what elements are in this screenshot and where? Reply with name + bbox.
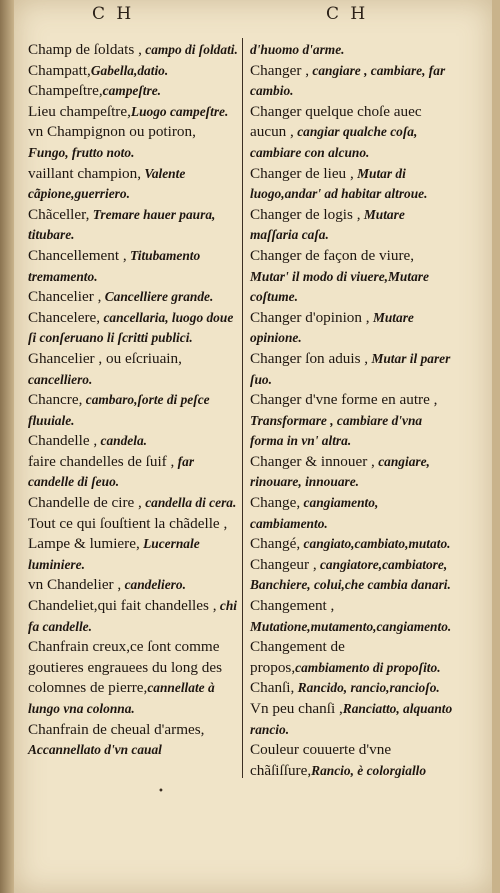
dictionary-entry xyxy=(250,164,455,205)
entry-french: Couleur couuerte d'vne chãſiſſure, xyxy=(250,741,392,779)
dictionary-entry xyxy=(28,122,238,163)
dictionary-entry xyxy=(28,205,238,246)
dictionary-entry xyxy=(250,555,455,596)
entry-french: Vn peu chanſi , xyxy=(250,700,343,717)
dictionary-entry xyxy=(250,678,455,699)
entry-italian: Lucernale luminiere. xyxy=(28,536,200,572)
dictionary-entry xyxy=(28,514,238,576)
entry-french: Champ de ſoldats , xyxy=(28,41,142,58)
dictionary-entry xyxy=(250,308,455,349)
dictionary-entry xyxy=(28,596,238,637)
entry-italian: cangiatore,cambiatore, Banchiere, colui,che cambia danari. xyxy=(250,556,451,593)
entry-italian: cangiamento, cambiamento. xyxy=(250,495,379,531)
entry-italian: Valente cãpione,guerriero. xyxy=(28,165,186,202)
entry-italian: chi fa candelle. xyxy=(28,598,237,634)
right-column xyxy=(250,40,455,781)
dictionary-entry xyxy=(250,596,455,637)
entry-italian: Ranciatto, alquanto rancio. xyxy=(250,701,453,737)
entry-italian: Titubamento tremamento. xyxy=(28,247,201,284)
entry-french: Chandeliet,qui fait chandelles , xyxy=(28,597,217,615)
dictionary-entry xyxy=(250,246,455,308)
dictionary-entry xyxy=(28,637,238,719)
entry-italian: cannellate à lungo vna colonna. xyxy=(28,680,215,716)
entry-italian: Rancido, rancio,rancioſo. xyxy=(294,680,440,696)
entry-italian: Transformare , cambiare d'vna forma in vn' altra. xyxy=(250,412,423,449)
running-head-right: C H xyxy=(326,4,369,24)
dictionary-entry xyxy=(28,164,238,205)
left-column xyxy=(28,40,238,761)
entry-french: Changement de propos, xyxy=(250,638,345,676)
entry-french: Chancre, xyxy=(28,391,83,409)
dictionary-entry xyxy=(28,575,238,596)
entry-french: Changeur , xyxy=(250,555,317,573)
entry-french: Changer & innouer , xyxy=(250,452,375,470)
dictionary-entry xyxy=(28,308,238,349)
entry-french: Changer de façon de viure, xyxy=(250,246,415,264)
entry-italian: cancellaria, luogo doue ſi conſeruano li ſcritti publici. xyxy=(28,309,234,346)
dictionary-entry xyxy=(28,61,238,82)
page-mark: • xyxy=(158,786,164,797)
entry-italian: Fungo, frutto noto. xyxy=(28,144,135,160)
entry-french: Changé, xyxy=(250,535,301,553)
dictionary-entry xyxy=(250,390,455,452)
entry-french: Changer ſon aduis , xyxy=(250,349,369,367)
entry-italian: cambaro,ſorte di peſce fluuiale. xyxy=(28,392,210,428)
dictionary-entry xyxy=(28,349,238,390)
entry-french: Changer de lieu , xyxy=(250,164,354,182)
dictionary-entry xyxy=(28,431,238,452)
entry-french: vaillant champion, xyxy=(28,164,142,182)
entry-italian: cangiare, rinouare, innouare. xyxy=(250,453,430,490)
dictionary-entry xyxy=(250,349,455,390)
entry-italian: campeſtre. xyxy=(102,83,162,99)
entry-italian: candella di cera. xyxy=(141,495,237,511)
dictionary-entry xyxy=(250,740,455,781)
page-gutter-shadow xyxy=(0,0,14,893)
entry-italian: d'huomo d'arme. xyxy=(250,42,345,57)
dictionary-entry xyxy=(250,102,455,164)
entry-french: Chandelle de cire , xyxy=(28,494,142,512)
entry-italian: Gabella,datio. xyxy=(90,62,169,78)
entry-french: Tout ce qui ſouſtient la chãdelle , Lampe & lumiere, xyxy=(28,514,228,553)
entry-french: Changer de logis , xyxy=(250,205,361,223)
dictionary-entry xyxy=(28,81,238,102)
dictionary-entry xyxy=(250,637,455,678)
entry-italian: Mutar il parer ſuo. xyxy=(250,350,451,387)
entry-french: Chãceller, xyxy=(28,205,90,223)
entry-italian: candeliero. xyxy=(121,577,186,593)
entry-french: Chanfrain creux,ce ſont comme goutieres engrauees du long des colomnes de pierre, xyxy=(28,638,223,697)
entry-italian: Mutare maſſaria caſa. xyxy=(250,206,405,243)
dictionary-entry xyxy=(28,246,238,287)
entry-italian: Mutar di luogo,andar' ad habitar altroue. xyxy=(250,165,428,202)
entry-italian: cangiare , cambiare, far cambio. xyxy=(250,62,446,99)
entry-italian: candela. xyxy=(97,433,148,449)
entry-french: Changer d'vne forme en autre , xyxy=(250,391,438,409)
entry-french: Changement , xyxy=(250,597,335,615)
dictionary-entry xyxy=(250,205,455,246)
entry-french: faire chandelles de ſuif , xyxy=(28,452,175,470)
entry-italian: Mutatione,mutamento,cangiamento. xyxy=(250,618,452,634)
entry-italian: cambiamento di propoſito. xyxy=(295,659,441,675)
dictionary-entry xyxy=(28,287,238,308)
entry-french: Chancelere, xyxy=(28,308,101,326)
entry-italian: Rancio, è colorgiallo xyxy=(311,762,427,778)
entry-french: Champatt, xyxy=(28,61,91,79)
running-head-left: C H xyxy=(92,4,135,24)
dictionary-entry xyxy=(250,61,455,102)
entry-italian: Luogo campeſtre. xyxy=(130,103,229,119)
dictionary-entry xyxy=(250,534,455,555)
entry-italian: cancelliero. xyxy=(28,371,93,387)
entry-french: Chancellement , xyxy=(28,246,127,264)
entry-italian: Cancelliere grande. xyxy=(101,289,214,305)
entry-french: Chandelle , xyxy=(28,432,98,450)
dictionary-entry xyxy=(250,452,455,493)
dictionary-entry xyxy=(28,720,238,761)
entry-french: vn Chandelier , xyxy=(28,576,122,594)
dictionary-entry xyxy=(28,102,238,123)
entry-french: Change, xyxy=(250,494,301,512)
entry-french: Changer quelque choſe auec aucun , xyxy=(250,102,422,141)
dictionary-entry xyxy=(250,699,455,740)
entry-italian: Tremare hauer paura, titubare. xyxy=(28,206,216,243)
entry-french: Changer , xyxy=(250,61,310,79)
entry-french: Lieu champeſtre, xyxy=(28,102,131,120)
dictionary-entry xyxy=(250,40,455,61)
dictionary-entry xyxy=(28,452,238,493)
entry-french: Chanfrain de cheual d'armes, xyxy=(28,720,205,738)
entry-french: Champeſtre, xyxy=(28,82,103,100)
dictionary-entry xyxy=(28,390,238,431)
entry-french: Chancelier , xyxy=(28,288,102,306)
dictionary-entry xyxy=(28,493,238,514)
entry-italian: Mutare opinione. xyxy=(250,309,414,346)
entry-italian: Mutar' il modo di viuere,Mutare coſtume. xyxy=(250,268,429,305)
entry-italian: Accannellato d'vn caual xyxy=(28,742,162,758)
entry-french: Chanſi, xyxy=(250,679,295,697)
dictionary-entry xyxy=(28,40,238,61)
entry-french: Ghancelier , ou eſcriuain, xyxy=(28,349,182,367)
entry-italian: cangiar qualche coſa, cambiare con alcuno. xyxy=(250,124,418,160)
entry-italian: cangiato,cambiato,mutato. xyxy=(300,536,451,552)
entry-italian: far candelle di ſeuo. xyxy=(28,453,195,490)
entry-french: Changer d'opinion , xyxy=(250,308,370,326)
entry-italian: campo di ſoldati. xyxy=(141,42,238,57)
dictionary-entry xyxy=(250,493,455,534)
entry-french: vn Champignon ou potiron, xyxy=(28,123,196,141)
column-divider xyxy=(242,38,243,778)
